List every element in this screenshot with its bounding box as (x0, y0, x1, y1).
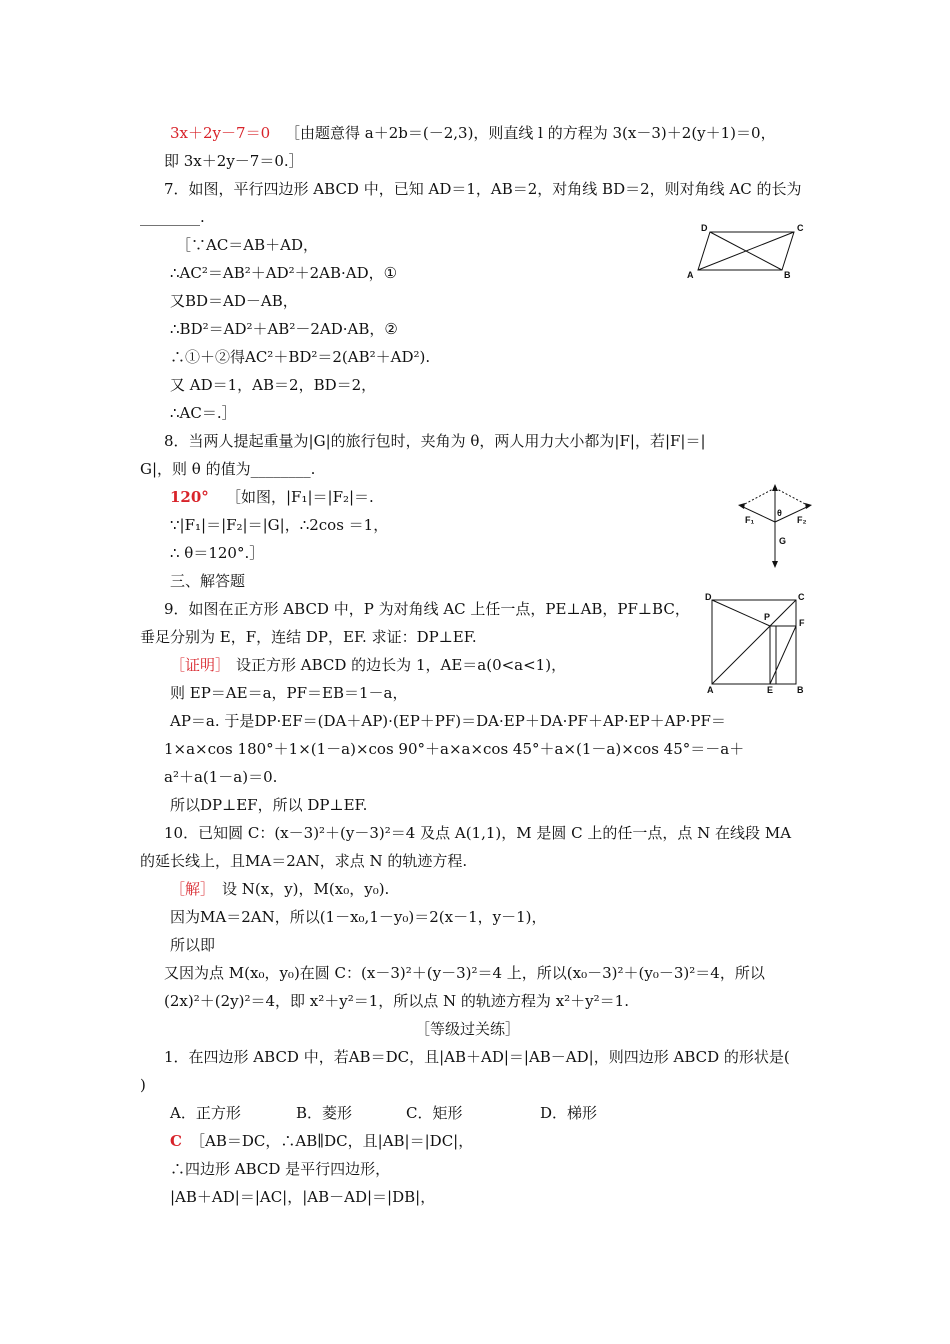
label-d: D (705, 592, 712, 602)
label-b: B (797, 685, 804, 695)
label-b: B (784, 270, 791, 280)
diagonal-bd (710, 232, 782, 270)
problem-9-text: 9．如图在正方形 ABCD 中，P 为对角线 AC 上任一点，PE⊥AB，PF⊥BC， (164, 600, 690, 618)
dashed-edge (775, 488, 809, 506)
solution-7-line: ∴BD²＝AD²＋AB²－2AD·AB，② (170, 320, 398, 338)
parallelogram-figure (684, 222, 810, 280)
solution-9-line: 则 EP＝AE＝a，PF＝EB＝1－a， (170, 684, 408, 702)
label-p: P (764, 612, 771, 622)
solution-7-line: 又 AD＝1，AB＝2，BD＝2， (170, 376, 377, 394)
label-e: E (767, 685, 774, 695)
label-g: G (779, 536, 787, 546)
solution-6-line: 即 3x＋2y－7＝0.］ (164, 152, 304, 170)
solution-7-line: 又BD＝AD－AB， (170, 292, 298, 310)
solution-9-line: AP＝a. 于是DP·EF＝(DA＋AP)·(EP＋PF)＝DA·EP＋DA·PF＋AP·EP＋AP·PF＝ (170, 712, 726, 730)
problem-7-blank: ________. (140, 208, 205, 226)
answer-6: 3x＋2y－7＝0 (170, 124, 271, 142)
dashed-edge (741, 488, 775, 506)
square-figure (700, 590, 812, 696)
solution-9-line: 设正方形 ABCD 的边长为 1，AE＝a(0<a<1)， (236, 656, 567, 674)
segment-ef (770, 626, 796, 684)
solution-6-line: ［由题意得 a＋2b＝(－2,3)，则直线 l 的方程为 3(x－3)＋2(y＋1)＝0， (285, 124, 776, 142)
force-diagram-figure (733, 482, 819, 570)
solution-1-line: |AB＋AD|＝|AC|，|AB－AD|＝|DB|， (170, 1188, 436, 1206)
label-theta: θ (777, 508, 782, 518)
choice-c: C．矩形 (406, 1104, 463, 1122)
problem-7-text: 7．如图，平行四边形 ABCD 中，已知 AD＝1，AB＝2，对角线 BD＝2，则对角线 AC 的长为 (164, 180, 802, 198)
solution-10-line: 设 N(x，y)，M(x₀，y₀). (222, 880, 390, 898)
solution-7-line: ［∵AC＝AB＋AD， (176, 236, 319, 254)
label-f: F (799, 618, 805, 628)
problem-1-text: 1．在四边形 ABCD 中，若AB＝DC，且|AB＋AD|＝|AB－AD|，则四边形 ABCD 的形状是( (164, 1048, 790, 1066)
problem-1-text: ) (140, 1076, 146, 1094)
solution-7-line: ∴①＋②得AC²＋BD²＝2(AB²＋AD²). (170, 348, 431, 366)
label-d: D (701, 223, 708, 233)
solution-8-line: ∴ θ＝120°.］ (170, 544, 265, 562)
solution-9-line: 所以DP⊥EF，所以 DP⊥EF. (170, 796, 368, 814)
solution-9-line: a²＋a(1－a)＝0. (164, 768, 278, 786)
choice-d: D．梯形 (540, 1104, 598, 1122)
solution-1-line: ∴四边形 ABCD 是平行四边形， (170, 1160, 391, 1178)
problem-10-text: 10．已知圆 C：(x－3)²＋(y－3)²＝4 及点 A(1,1)，M 是圆 C 上的任一点，点 N 在线段 MA (164, 824, 792, 842)
arrowhead-icon (805, 503, 812, 509)
solution-10-line: 又因为点 M(x₀，y₀)在圆 C：(x－3)²＋(y－3)²＝4 上，所以(x₀－3)²＋(y₀－3)²＝4，所以 (164, 964, 765, 982)
arrowhead-icon (772, 484, 778, 491)
problem-8-text: G|，则 θ 的值为________. (140, 460, 316, 478)
choice-b: B．菱形 (296, 1104, 353, 1122)
arrowhead-icon (772, 561, 778, 568)
label-c: C (798, 592, 805, 602)
solution-9-line: 1×a×cos 180°＋1×(1－a)×cos 90°＋a×a×cos 45°＋a×(1－a)×cos 45°＝－a＋ (164, 740, 745, 758)
problem-9-text: 垂足分别为 E，F，连结 DP，EF. 求证：DP⊥EF. (140, 628, 477, 646)
solution-1-line: ［AB＝DC，∴AB∥DC，且|AB|＝|DC|， (190, 1132, 474, 1150)
section-heading: ［等级过关练］ (415, 1020, 521, 1038)
arrowhead-icon (738, 503, 745, 509)
solution-8-line: ∵|F₁|＝|F₂|＝|G|，∴2cos ＝1， (170, 516, 389, 534)
solution-10-line: (2x)²＋(2y)²＝4，即 x²＋y²＝1，所以点 N 的轨迹方程为 x²＋y²＝1. (164, 992, 629, 1010)
solution-7-line: ∴AC＝.］ (170, 404, 237, 422)
answer-1: C (170, 1132, 182, 1150)
section-heading: 三、解答题 (170, 572, 246, 590)
solution-10-line: 因为MA＝2AN，所以(1－x₀,1－y₀)＝2(x－1，y－1)， (170, 908, 547, 926)
solution-10-line: 所以即 (170, 936, 216, 954)
label-f1: F₁ (745, 515, 755, 525)
answer-8: 120° (170, 488, 209, 506)
diagonal-ac (712, 600, 796, 684)
label-c: C (797, 223, 804, 233)
problem-8-text: 8．当两人提起重量为|G|的旅行包时，夹角为 θ，两人用力大小都为|F|，若|F|＝| (164, 432, 706, 450)
label-a: A (707, 685, 714, 695)
proof-label: ［证明］ (170, 656, 231, 674)
label-a: A (687, 270, 694, 280)
label-f2: F₂ (797, 515, 807, 525)
solution-7-line: ∴AC²＝AB²＋AD²＋2AB·AD，① (170, 264, 398, 282)
choice-a: A．正方形 (170, 1104, 241, 1122)
segment-dp (712, 600, 770, 626)
solution-8-line: ［如图，|F₁|＝|F₂|＝. (226, 488, 374, 506)
solution-label: ［解］ (170, 880, 216, 898)
problem-10-text: 的延长线上，且MA＝2AN，求点 N 的轨迹方程. (140, 852, 468, 870)
